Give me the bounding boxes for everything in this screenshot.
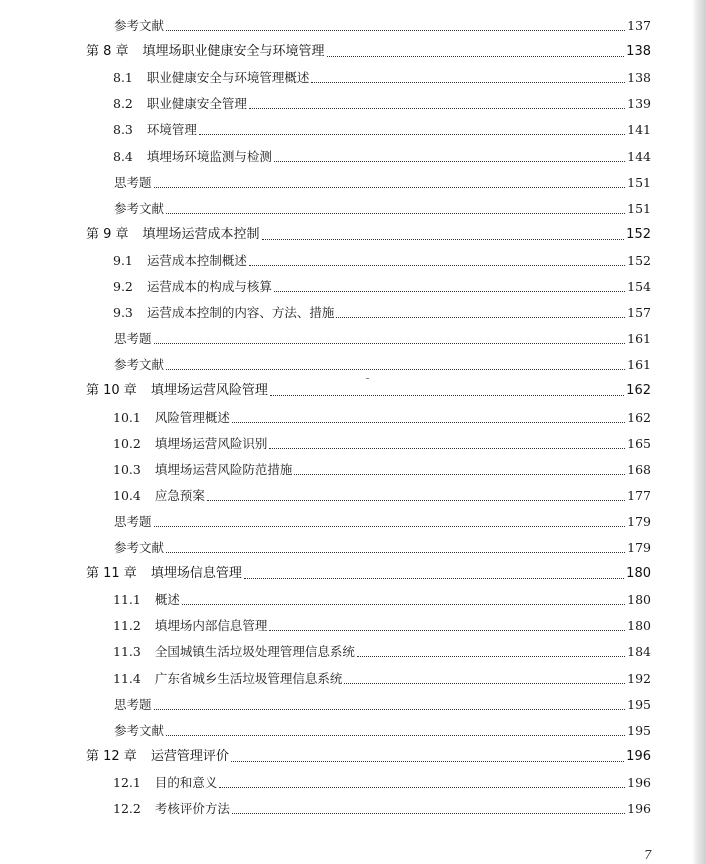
toc-entry-title: 填埋场运营风险管理: [150, 383, 268, 399]
dot-leader: [166, 368, 625, 370]
dot-leader: [262, 238, 625, 240]
toc-entry-number: 第 9 章: [86, 226, 129, 242]
toc-entry-title: 思考题: [114, 513, 152, 529]
dot-leader: [154, 342, 626, 344]
toc-entry-title: 参考文献: [114, 540, 165, 555]
toc-entry-title: 考核评价方法: [154, 801, 230, 816]
toc-entry-misc[interactable]: [114, 13, 651, 35]
toc-entry-title: 思考题: [114, 696, 152, 712]
toc-entry-title: 风险管理概述: [154, 409, 230, 425]
dot-leader: [344, 682, 625, 684]
toc-entry-page: 192: [627, 670, 651, 686]
toc-entry-section[interactable]: [113, 483, 651, 505]
toc-entry-number: 第 8 章: [86, 44, 129, 60]
dot-leader: [231, 760, 624, 762]
toc-entry-page: 139: [627, 96, 651, 112]
toc-entry-title: 参考文献: [114, 18, 165, 33]
toc-entry-title: 填埋场职业健康安全与环境管理: [142, 44, 325, 60]
toc-entry-title: 思考题: [114, 331, 152, 347]
dot-leader: [166, 29, 625, 31]
toc-entry-number: 10.2: [113, 435, 141, 451]
toc-entry-title: 运营成本控制的内容、方法、措施: [146, 305, 335, 321]
toc-entry-section[interactable]: [113, 431, 651, 453]
toc-entry-title: 运营管理评价: [150, 748, 229, 764]
toc-entry-misc[interactable]: [114, 196, 651, 218]
toc-entry-page: 196: [626, 748, 651, 764]
toc-entry-section[interactable]: [113, 405, 651, 427]
toc-entry-title: 概述: [154, 592, 180, 608]
toc-entry-section[interactable]: [113, 300, 651, 322]
toc-entry-page: 165: [627, 435, 651, 451]
toc-entry-number: 11.4: [113, 670, 141, 686]
dot-leader: [166, 734, 625, 736]
toc-entry-section[interactable]: [113, 796, 651, 818]
toc-entry-number: 9.3: [113, 305, 133, 321]
toc-entry-page: 179: [627, 540, 651, 555]
dot-leader: [269, 629, 625, 631]
dot-leader: [182, 603, 625, 605]
toc-entry-page: 137: [627, 18, 651, 33]
toc-entry-section[interactable]: [113, 144, 651, 166]
dot-leader: [274, 290, 625, 292]
toc-entry-section[interactable]: [113, 65, 651, 87]
scan-speck: [366, 378, 369, 379]
dot-leader: [154, 186, 626, 188]
toc-entry-misc[interactable]: [114, 326, 651, 348]
toc-entry-title: 运营成本的构成与核算: [146, 279, 272, 294]
toc-entry-page: 138: [626, 44, 651, 60]
toc-entry-page: 141: [627, 122, 651, 138]
toc-entry-page: 151: [627, 200, 651, 216]
toc-entry-page: 154: [627, 279, 651, 294]
toc-entry-section[interactable]: [113, 587, 651, 609]
toc-entry-number: 9.1: [113, 252, 133, 268]
dot-leader: [294, 473, 625, 475]
dot-leader: [166, 551, 625, 553]
toc-entry-title: 思考题: [114, 174, 152, 190]
dot-leader: [154, 708, 626, 710]
toc-entry-misc[interactable]: [114, 692, 651, 714]
toc-entry-number: 11.3: [113, 644, 141, 660]
toc-entry-title: 职业健康安全与环境管理概述: [146, 70, 310, 86]
toc-entry-number: 8.1: [113, 70, 133, 86]
dot-leader: [270, 394, 624, 396]
dot-leader: [327, 55, 625, 57]
toc-entry-title: 填埋场内部信息管理: [154, 618, 268, 634]
toc-entry-number: 10.4: [113, 487, 141, 503]
dot-leader: [311, 81, 625, 83]
dot-leader: [249, 264, 625, 266]
toc-entry-page: 152: [626, 226, 651, 242]
toc-entry-title: 填埋场运营风险识别: [154, 435, 268, 451]
toc-entry-page: 144: [627, 148, 651, 164]
toc-entry-section[interactable]: [113, 457, 651, 479]
toc-entry-page: 177: [627, 487, 651, 503]
toc-entry-title: 参考文献: [114, 357, 165, 373]
dot-leader: [269, 447, 625, 449]
toc-entry-number: 9.2: [113, 279, 133, 294]
toc-entry-page: 151: [627, 174, 651, 190]
toc-entry-page: 162: [627, 409, 651, 425]
toc-entry-title: 填埋场信息管理: [150, 566, 242, 582]
toc-entry-page: 152: [627, 252, 651, 268]
toc-entry-section[interactable]: [113, 770, 651, 792]
dot-leader: [154, 525, 626, 527]
toc-entry-page: 157: [627, 305, 651, 321]
toc-entry-number: 8.2: [113, 96, 133, 112]
toc-entry-title: 应急预案: [154, 487, 205, 503]
toc-entry-number: 10.3: [113, 461, 141, 477]
dot-leader: [249, 107, 625, 109]
dot-leader: [199, 133, 625, 135]
toc-entry-page: 138: [627, 70, 651, 86]
toc-entry-title: 环境管理: [146, 122, 197, 138]
toc-entry-page: 180: [627, 592, 651, 608]
toc-entry-page: 180: [627, 618, 651, 634]
toc-entry-title: 全国城镇生活垃圾处理管理信息系统: [154, 644, 355, 660]
dot-leader: [274, 160, 625, 162]
toc-entry-page: 161: [627, 357, 651, 373]
dot-leader: [219, 786, 625, 788]
toc-entry-chapter[interactable]: [86, 222, 651, 244]
toc-entry-title: 参考文献: [114, 200, 165, 216]
toc-entry-number: 8.4: [113, 148, 133, 164]
toc-entry-title: 参考文献: [114, 722, 165, 738]
toc-entry-page: 162: [626, 383, 651, 399]
toc-entry-number: 8.3: [113, 122, 133, 138]
toc-entry-page: 184: [627, 644, 651, 660]
toc-entry-title: 职业健康安全管理: [146, 96, 247, 112]
toc-entry-section[interactable]: [113, 613, 651, 635]
toc-entry-number: 12.2: [113, 801, 141, 816]
dot-leader: [232, 812, 625, 814]
toc-entry-page: 161: [627, 331, 651, 347]
toc-entry-section[interactable]: [113, 666, 651, 688]
toc-entry-section[interactable]: [113, 274, 651, 296]
toc-entry-title: 广东省城乡生活垃圾管理信息系统: [154, 670, 343, 686]
toc-entry-number: 第 12 章: [86, 748, 137, 764]
toc-entry-misc[interactable]: [114, 535, 651, 557]
toc-entry-page: 168: [627, 461, 651, 477]
dot-leader: [232, 421, 625, 423]
toc-entry-section[interactable]: [113, 248, 651, 270]
toc-entry-page: 196: [627, 774, 651, 790]
toc-entry-number: 第 10 章: [86, 383, 137, 399]
toc-entry-misc[interactable]: [114, 170, 651, 192]
toc-entry-page: 195: [627, 722, 651, 738]
toc-entry-number: 10.1: [113, 409, 141, 425]
toc-entry-number: 11.2: [113, 618, 141, 634]
toc-entry-chapter[interactable]: [86, 39, 651, 61]
dot-leader: [336, 316, 625, 318]
page-edge-shadow: [692, 0, 706, 864]
toc-entry-page: 180: [626, 566, 651, 582]
toc-entry-number: 12.1: [113, 774, 141, 790]
dot-leader: [166, 212, 625, 214]
dot-leader: [244, 577, 624, 579]
toc-entry-title: 目的和意义: [154, 774, 218, 790]
toc-entry-page: 196: [627, 801, 651, 816]
toc-entry-misc[interactable]: [114, 509, 651, 531]
toc-entry-section[interactable]: [113, 117, 651, 139]
toc-entry-title: 填埋场运营成本控制: [142, 226, 260, 242]
toc-entry-misc[interactable]: [114, 352, 651, 374]
toc-entry-section[interactable]: [113, 639, 651, 661]
toc-entry-section[interactable]: [113, 91, 651, 113]
page-number: 7: [644, 848, 652, 862]
toc-entry-number: 11.1: [113, 592, 141, 608]
toc-entry-number: 第 11 章: [86, 566, 137, 582]
toc-entry-title: 填埋场环境监测与检测: [146, 148, 272, 164]
toc-entry-misc[interactable]: [114, 718, 651, 740]
toc-entry-title: 运营成本控制概述: [146, 252, 247, 268]
toc-entry-chapter[interactable]: [86, 378, 651, 400]
dot-leader: [357, 655, 625, 657]
toc-entry-page: 195: [627, 696, 651, 712]
toc-entry-page: 179: [627, 513, 651, 529]
dot-leader: [207, 499, 625, 501]
toc-entry-title: 填埋场运营风险防范措施: [154, 461, 293, 477]
toc-entry-chapter[interactable]: [86, 561, 651, 583]
toc-entry-chapter[interactable]: [86, 744, 651, 766]
